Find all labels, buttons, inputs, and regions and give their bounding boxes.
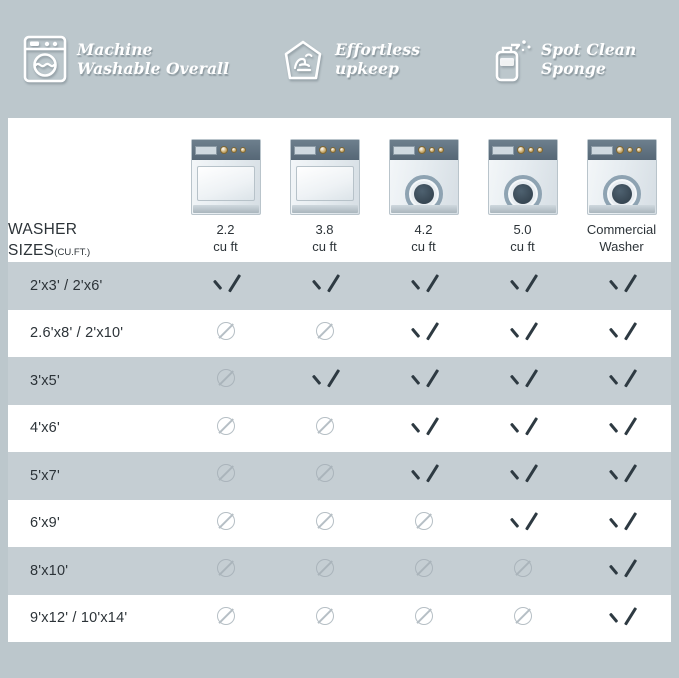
cell-unsupported [176,547,275,595]
cell-supported [176,262,275,310]
feature-machine-washable [22,34,274,84]
cell-supported [572,405,671,453]
check-icon [312,365,338,391]
check-icon [213,270,239,296]
cell-unsupported [176,357,275,405]
feature-label: Machine Washable Overall [77,39,230,78]
cell-supported [374,357,473,405]
cell-unsupported [473,595,572,643]
check-icon [510,270,536,296]
corner-title: WASHER SIZES(CU.FT.) [8,118,176,262]
check-icon [609,555,635,581]
cell-unsupported [374,595,473,643]
table-row [8,547,671,595]
cell-supported [473,452,572,500]
column-header-4 [572,118,671,262]
check-icon [609,270,635,296]
check-icon [510,413,536,439]
not-allowed-icon [217,417,235,435]
not-allowed-icon [415,607,433,625]
column-caption: 5.0 cu ft [510,222,535,255]
row-label: 8'x10' [30,562,69,579]
cell-supported [473,262,572,310]
column-header-0 [176,118,275,262]
spray-bottle-icon [486,34,532,84]
cell-supported [572,357,671,405]
check-icon [510,460,536,486]
row-label: 4'x6' [30,420,60,437]
feature-label: Effortless upkeep [335,39,421,78]
cell-unsupported [275,405,374,453]
washing-machine-icon [22,34,68,84]
cell-unsupported [275,452,374,500]
row-label: 2'x3' / 2'x6' [30,277,103,294]
cell-unsupported [374,547,473,595]
not-allowed-icon [217,464,235,482]
column-caption: 2.2 cu ft [213,222,238,255]
not-allowed-icon [217,607,235,625]
not-allowed-icon [217,559,235,577]
table-row [8,405,671,453]
front-load-washer-icon [389,139,459,215]
front-load-washer-icon [488,139,558,215]
check-icon [609,413,635,439]
cell-unsupported [275,500,374,548]
feature-spot-clean-sponge [486,34,636,84]
cell-supported [572,547,671,595]
cell-supported [572,262,671,310]
column-header-1 [275,118,374,262]
column-caption: Commercial Washer [586,222,657,255]
feature-label: Spot Clean Sponge [541,39,637,78]
cell-unsupported [275,310,374,358]
cell-supported [572,595,671,643]
cell-unsupported [275,595,374,643]
cell-supported [374,310,473,358]
not-allowed-icon [316,322,334,340]
table-header-row [8,118,671,262]
cell-supported [275,262,374,310]
cell-supported [374,405,473,453]
feature-band [0,0,679,118]
cell-unsupported [176,452,275,500]
check-icon [411,365,437,391]
not-allowed-icon [217,322,235,340]
check-icon [609,508,635,534]
cell-supported [473,357,572,405]
check-icon [411,413,437,439]
check-icon [609,365,635,391]
not-allowed-icon [316,512,334,530]
not-allowed-icon [316,607,334,625]
cell-supported [572,500,671,548]
check-icon [510,318,536,344]
cell-unsupported [473,547,572,595]
check-icon [609,603,635,629]
top-load-washer-icon [191,139,261,215]
cell-supported [473,405,572,453]
cell-unsupported [176,405,275,453]
check-icon [510,365,536,391]
not-allowed-icon [514,559,532,577]
table-row [8,595,671,643]
table-body [8,262,671,642]
washer-size-compatibility-table [8,118,671,642]
row-label: 9'x12' / 10'x14' [30,610,128,627]
check-icon [609,318,635,344]
cell-unsupported [176,310,275,358]
cell-supported [572,310,671,358]
cell-unsupported [374,500,473,548]
cell-supported [275,357,374,405]
row-label: 5'x7' [30,467,60,484]
table-row [8,262,671,310]
not-allowed-icon [415,512,433,530]
cell-unsupported [176,595,275,643]
check-icon [411,270,437,296]
commercial-washer-icon [587,139,657,215]
cell-supported [374,452,473,500]
not-allowed-icon [514,607,532,625]
feature-effortless-upkeep [280,34,480,84]
check-icon [510,508,536,534]
not-allowed-icon [316,464,334,482]
not-allowed-icon [217,512,235,530]
table-row [8,500,671,548]
top-load-washer-icon [290,139,360,215]
column-header-2 [374,118,473,262]
cell-supported [473,310,572,358]
column-header-3 [473,118,572,262]
cell-supported [473,500,572,548]
cell-unsupported [275,547,374,595]
row-label: 2.6'x8' / 2'x10' [30,325,124,342]
column-caption: 4.2 cu ft [411,222,436,255]
table-row [8,452,671,500]
hand-wash-icon [280,34,326,84]
column-caption: 3.8 cu ft [312,222,337,255]
cell-unsupported [176,500,275,548]
row-label: 3'x5' [30,372,60,389]
row-label: 6'x9' [30,515,60,532]
cell-supported [374,262,473,310]
check-icon [609,460,635,486]
not-allowed-icon [316,559,334,577]
cell-supported [572,452,671,500]
check-icon [411,460,437,486]
table-row [8,310,671,358]
not-allowed-icon [415,559,433,577]
table-row [8,357,671,405]
not-allowed-icon [217,369,235,387]
check-icon [411,318,437,344]
check-icon [312,270,338,296]
not-allowed-icon [316,417,334,435]
